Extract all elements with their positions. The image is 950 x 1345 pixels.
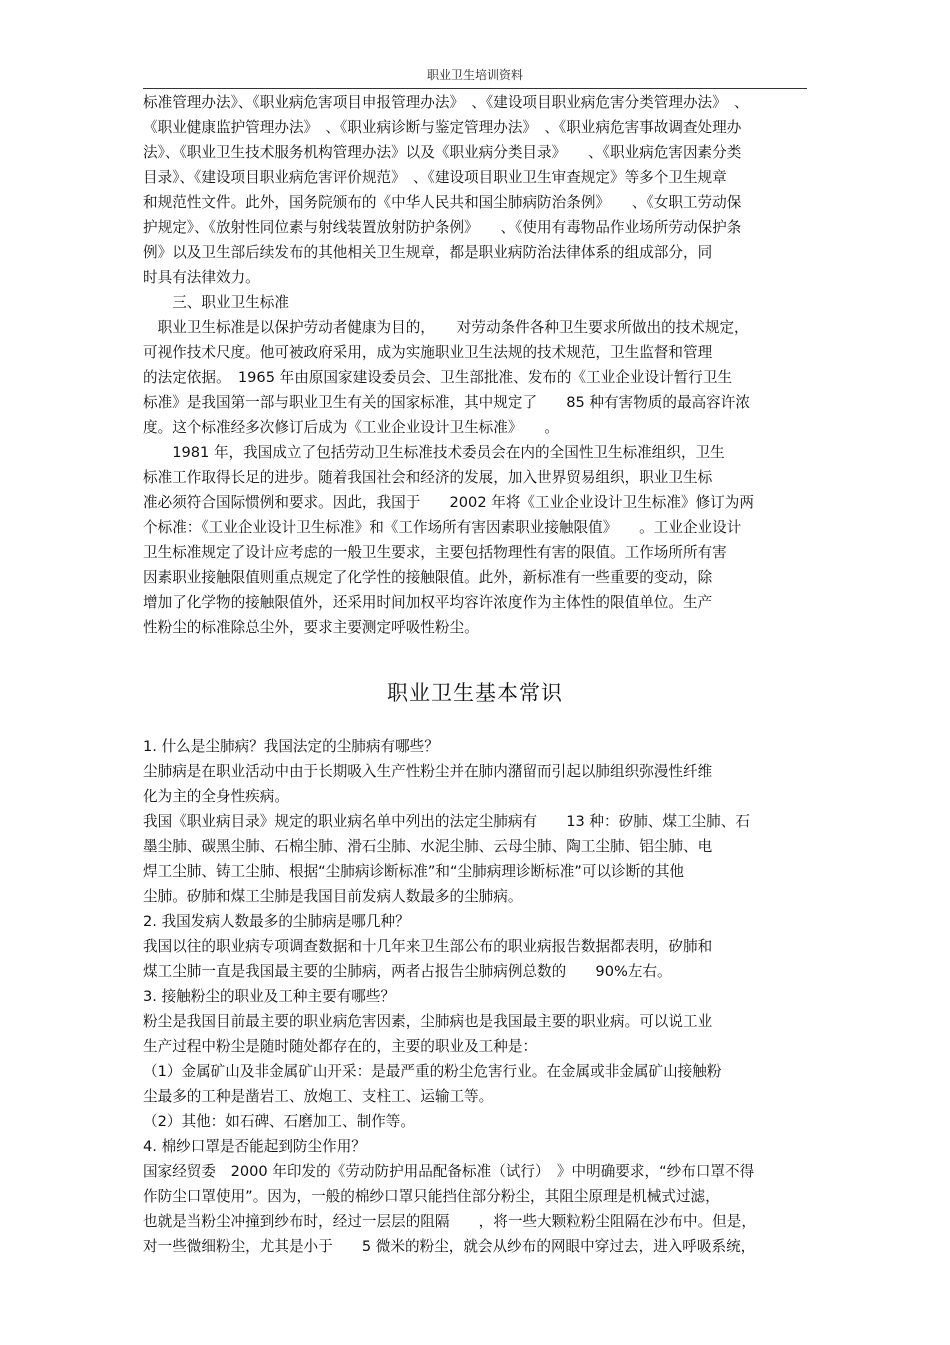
paragraph-line: 标准》是我国第一部与职业卫生有关的国家标准，其中规定了 85 种有害物质的最高容许浓 [143, 394, 750, 411]
question-heading: 3. 接触粉尘的职业及工种主要有哪些？ [143, 988, 396, 1005]
paragraph-line: 尘肺病是在职业活动中由于长期吸入生产性粉尘并在肺内潴留而引起以肺组织弥漫性纤维 [143, 763, 713, 780]
paragraph-line: 墨尘肺、碳黑尘肺、石棉尘肺、滑石尘肺、水泥尘肺、云母尘肺、陶工尘肺、铝尘肺、电 [143, 838, 713, 855]
question-heading: 1. 什么是尘肺病？我国法定的尘肺病有哪些？ [143, 738, 439, 755]
paragraph-line: 的法定依据。 1965 年由原国家建设委员会、卫生部批准、发布的《工业企业设计暂行卫生 [143, 369, 733, 386]
paragraph-line: 生产过程中粉尘是随时随处都存在的，主要的职业及工种是： [143, 1038, 538, 1055]
paragraph-line: 卫生标准规定了设计应考虑的一般卫生要求，主要包括物理性有害的限值。工作场所所有害 [143, 544, 727, 561]
paragraph-line: 个标准：《工业企业设计卫生标准》和《工作场所有害因素职业接触限值》 。工业企业设计 [143, 519, 742, 536]
paragraph-line: 性粉尘的标准除总尘外，要求主要测定呼吸性粉尘。 [143, 619, 479, 636]
paragraph-line: 时具有法律效力。 [143, 269, 260, 286]
paragraph-line: 护规定》、《放射性同位素与射线装置放射防护条例》 、《使用有毒物品作业场所劳动保护条 [143, 219, 742, 236]
paragraph-line: 例》以及卫生部后续发布的其他相关卫生规章，都是职业病防治法律体系的组成部分，同 [143, 244, 713, 261]
paragraph-line: 对一些微细粉尘，尤其是小于 5 微米的粉尘，就会从纱布的网眼中穿过去，进入呼吸系统， [143, 1238, 756, 1255]
paragraph-line: 因素职业接触限值则重点规定了化学性的接触限值。此外，新标准有一些重要的变动，除 [143, 569, 713, 586]
paragraph-line: （1）金属矿山及非金属矿山开采：是最严重的粉尘危害行业。在金属或非金属矿山接触粉 [143, 1063, 722, 1080]
paragraph-line: （2）其他：如石碑、石磨加工、制作等。 [143, 1113, 415, 1130]
paragraph-line: 度。这个标准经多次修订后成为《工业企业设计卫生标准》 。 [143, 419, 559, 436]
question-heading: 4. 棉纱口罩是否能起到防尘作用？ [143, 1138, 366, 1155]
paragraph-line: 目录》、《建设项目职业病危害评价规范》 、《建设项目职业卫生审查规定》等多个卫生规章 [143, 169, 727, 186]
section-heading: 三、职业卫生标准 [143, 294, 289, 311]
paragraph-line: 作防尘口罩使用”。因为，一般的棉纱口罩只能挡住部分粉尘，其阻尘原理是机械式过滤， [143, 1188, 720, 1205]
paragraph-line: 职业卫生标准是以保护劳动者健康为目的， 对劳动条件各种卫生要求所做出的技术规定， [143, 319, 749, 336]
paragraph-line: 尘最多的工种是凿岩工、放炮工、支柱工、运输工等。 [143, 1088, 494, 1105]
paragraph-line: 可视作技术尺度。他可被政府采用，成为实施职业卫生法规的技术规范，卫生监督和管理 [143, 344, 713, 361]
paragraph-line: 化为主的全身性疾病。 [143, 788, 289, 805]
paragraph-line: 煤工尘肺一直是我国最主要的尘肺病，两者占报告尘肺病例总数的 90%左右。 [143, 963, 672, 980]
paragraph-line: 增加了化学物的接触限值外，还采用时间加权平均容许浓度作为主体性的限值单位。生产 [143, 594, 713, 611]
question-heading: 2. 我国发病人数最多的尘肺病是哪几种？ [143, 913, 410, 930]
header-rule [143, 88, 807, 89]
paragraph-line: 粉尘是我国目前最主要的职业病危害因素，尘肺病也是我国最主要的职业病。可以说工业 [143, 1013, 713, 1030]
paragraph-line: 1981 年，我国成立了包括劳动卫生标准技术委员会在内的全国性卫生标准组织，卫生 [143, 444, 725, 461]
page-header: 职业卫生培训资料 [426, 68, 523, 82]
paragraph-line: 《职业健康监护管理办法》 、《职业病诊断与鉴定管理办法》 、《职业病危害事故调查处理办 [143, 119, 742, 136]
paragraph-line: 国家经贸委 2000 年印发的《劳动防护用品配备标准（试行） 》中明确要求，“纱布口罩不得 [143, 1163, 755, 1180]
paragraph-line: 焊工尘肺、铸工尘肺、根据“尘肺病诊断标准”和“尘肺病理诊断标准”可以诊断的其他 [143, 863, 685, 880]
page-title: 职业卫生基本常识 [387, 681, 563, 705]
paragraph-line: 和规范性文件。此外，国务院颁布的《中华人民共和国尘肺病防治条例》 、《女职工劳动保 [143, 194, 742, 211]
paragraph-line: 也就是当粉尘冲撞到纱布时，经过一层层的阻隔 ，将一些大颗粒粉尘阻隔在沙布中。但是， [143, 1213, 756, 1230]
paragraph-line: 我国以往的职业病专项调查数据和十几年来卫生部公布的职业病报告数据都表明，矽肺和 [143, 938, 713, 955]
paragraph-line: 准必须符合国际惯例和要求。因此，我国于 2002 年将《工业企业设计卫生标准》修订为两 [143, 494, 754, 511]
paragraph-line: 尘肺。矽肺和煤工尘肺是我国目前发病人数最多的尘肺病。 [143, 888, 523, 905]
paragraph-line: 法》、《职业卫生技术服务机构管理办法》以及《职业病分类目录》 、《职业病危害因素分类 [143, 144, 742, 161]
paragraph-line: 我国《职业病目录》规定的职业病名单中列出的法定尘肺病有 13 种：矽肺、煤工尘肺、石 [143, 813, 750, 830]
paragraph-line: 标准工作取得长足的进步。随着我国社会和经济的发展，加入世界贸易组织，职业卫生标 [143, 469, 713, 486]
paragraph-line: 标准管理办法》、《职业病危害项目申报管理办法》 、《建设项目职业病危害分类管理办法》 、 [143, 94, 749, 111]
